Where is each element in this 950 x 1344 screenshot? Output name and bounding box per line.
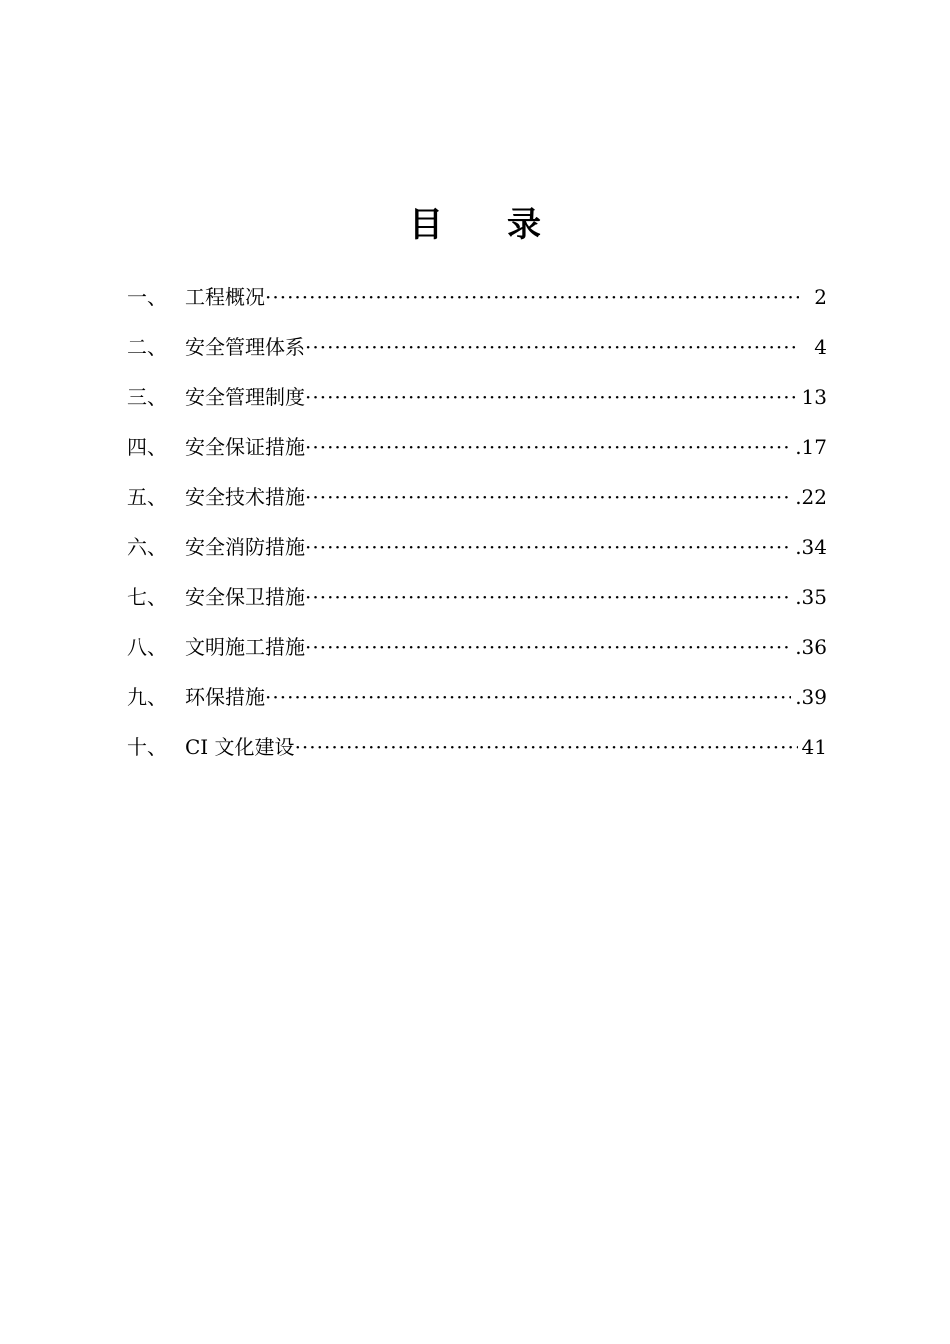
- toc-entry-page: 13: [801, 385, 827, 409]
- toc-entry[interactable]: [127, 272, 827, 322]
- toc-entry-page: 41: [801, 735, 827, 759]
- toc-leader-dots: [305, 422, 791, 472]
- toc-entry-number: 四、: [127, 435, 167, 459]
- toc-title: [0, 200, 950, 250]
- toc-entry-label: 文明施工措施: [185, 635, 305, 659]
- toc-entry-number: 八、: [127, 635, 167, 659]
- toc-entry-number: 三、: [127, 385, 167, 409]
- toc-leader-dots: [265, 672, 791, 722]
- toc-leader-dots: [305, 572, 791, 622]
- toc-entry[interactable]: [127, 372, 827, 422]
- toc-title-char-1: 目: [409, 205, 443, 245]
- toc-entry[interactable]: [127, 322, 827, 372]
- toc-entry-number: 二、: [127, 335, 167, 359]
- toc-entry-label: 安全技术措施: [185, 485, 305, 509]
- toc-entry-label: 安全保证措施: [185, 435, 305, 459]
- toc-entry-label: 环保措施: [185, 685, 265, 709]
- toc-entry-number: 七、: [127, 585, 167, 609]
- toc-entry[interactable]: [127, 522, 827, 572]
- toc-entry-page: .22: [795, 485, 827, 509]
- toc-leader-dots: [305, 622, 791, 672]
- toc-entry-page: .35: [795, 585, 827, 609]
- toc-list: [127, 272, 827, 772]
- toc-entry[interactable]: [127, 622, 827, 672]
- toc-entry[interactable]: [127, 472, 827, 522]
- toc-entry[interactable]: [127, 672, 827, 722]
- toc-entry-page: 2: [814, 285, 827, 309]
- toc-entry-label: 安全保卫措施: [185, 585, 305, 609]
- toc-leader-dots: [265, 272, 799, 322]
- toc-leader-dots: [305, 472, 791, 522]
- toc-entry-page: .34: [795, 535, 827, 559]
- toc-entry-page: .17: [795, 435, 827, 459]
- toc-entry[interactable]: [127, 572, 827, 622]
- toc-entry-number: 九、: [127, 685, 167, 709]
- toc-entry-page: .39: [795, 685, 827, 709]
- toc-entry-page: 4: [814, 335, 827, 359]
- toc-entry-page: .36: [795, 635, 827, 659]
- toc-entry[interactable]: [127, 722, 827, 772]
- toc-entry-label: 工程概况: [185, 285, 265, 309]
- toc-entry-number: 十、: [127, 735, 167, 759]
- toc-entry-number: 六、: [127, 535, 167, 559]
- toc-entry-label: 安全管理体系: [185, 335, 305, 359]
- toc-leader-dots: [305, 522, 791, 572]
- toc-entry-label: 安全消防措施: [185, 535, 305, 559]
- toc-title-char-2: 录: [507, 205, 541, 245]
- toc-entry-number: 五、: [127, 485, 167, 509]
- toc-entry[interactable]: [127, 422, 827, 472]
- toc-leader-dots: [305, 372, 798, 422]
- toc-entry-number: 一、: [127, 285, 167, 309]
- toc-leader-dots: [295, 722, 798, 772]
- toc-entry-label: 安全管理制度: [185, 385, 305, 409]
- toc-entry-label: CI 文化建设: [185, 735, 295, 759]
- toc-leader-dots: [305, 322, 799, 372]
